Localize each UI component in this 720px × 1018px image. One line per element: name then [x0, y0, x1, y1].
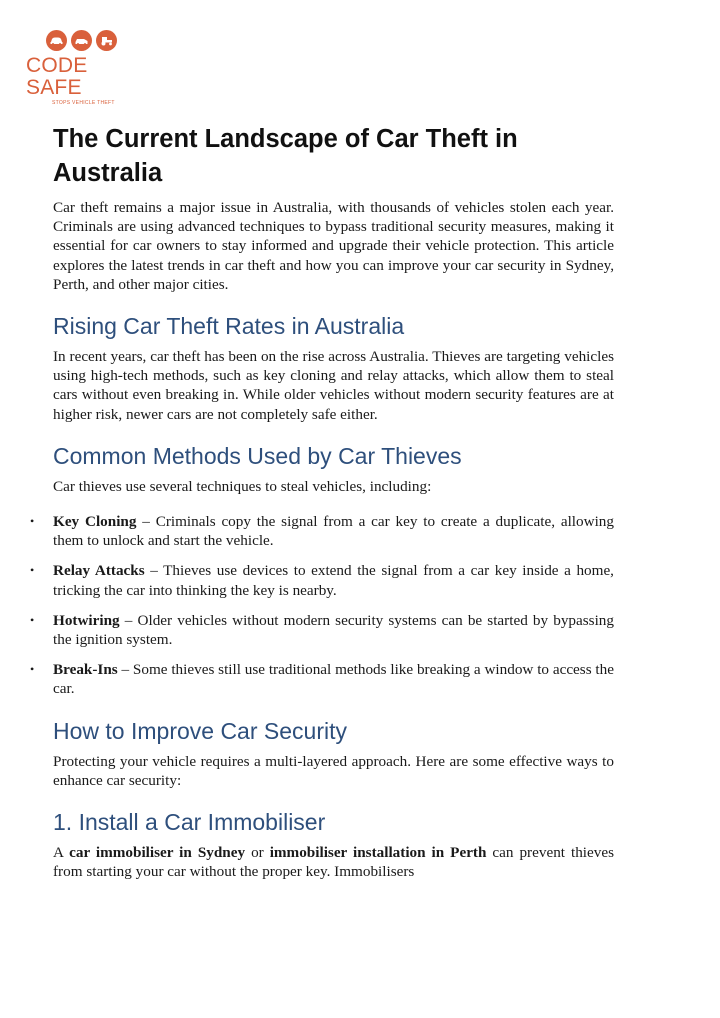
list-item	[30, 660, 614, 698]
section-heading: How to Improve Car Security	[53, 717, 347, 744]
section-heading: Rising Car Theft Rates in Australia	[53, 313, 405, 340]
section-heading: Common Methods Used by Car Thieves	[53, 442, 462, 469]
section-heading: 1. Install a Car Immobiliser	[53, 809, 326, 836]
text-part: or	[245, 844, 270, 862]
list-item	[30, 561, 614, 599]
text-part: can prevent thieves from starting your car without the proper key. Immobilisers	[53, 844, 614, 881]
theft-methods-list	[30, 512, 614, 699]
logo-tagline: STOPS VEHICLE THEFT	[52, 100, 115, 106]
text-part-bold: car immobiliser in Sydney	[69, 844, 246, 862]
text-part-bold: immobiliser installation in Perth	[269, 844, 487, 862]
list-item-desc: – Older vehicles without modern security systems can be started by bypassing the ignition system.	[53, 611, 614, 649]
bullet-icon: •	[30, 662, 35, 677]
list-item-desc: – Criminals copy the signal from a car key to create a duplicate, allowing them to unlock and start the vehicle.	[53, 513, 614, 550]
article	[30, 122, 614, 881]
list-item-term: Hotwiring	[53, 611, 120, 629]
list-item	[30, 512, 614, 550]
logo	[26, 30, 136, 106]
list-item	[30, 611, 614, 649]
list-item-desc: – Thieves use devices to extend the signal from a car key inside a home, tricking the car into thinking the key is nearby.	[53, 562, 614, 599]
list-item-desc: – Some thieves still use traditional methods like breaking a window to access the car.	[53, 661, 614, 698]
list-item-term: Relay Attacks	[53, 562, 145, 580]
logo-name: CODE SAFE	[26, 54, 88, 99]
car-icon	[46, 30, 67, 51]
text-part: A	[53, 844, 70, 862]
logo-icons	[46, 30, 136, 51]
intro-paragraph: Car theft remains a major issue in Australia, with thousands of vehicles stolen each year. Criminals are using advanced techniques to bypass traditional security measures, making it essential for car owners to stay informed and upgrade their vehicle protection. This article explores the latest trends in car theft and how you can improve your car security in Sydney, Perth, and other major cities.	[53, 199, 614, 293]
section-paragraph: Protecting your vehicle requires a multi-layered approach. Here are some effective ways to enhance car security:	[53, 752, 614, 789]
list-item-term: Key Cloning	[53, 513, 137, 531]
car-icon	[71, 30, 92, 51]
section-paragraph: Car thieves use several techniques to steal vehicles, including:	[53, 477, 432, 495]
section-paragraph: In recent years, car theft has been on the rise across Australia. Thieves are targeting vehicles using high-tech methods, such as key cloning and relay attacks, which allow them to steal cars without even breaking in. While older vehicles without modern security features are at higher risk, newer cars are not completely safe either.	[53, 348, 614, 423]
list-item-term: Break-Ins	[53, 661, 118, 679]
bullet-icon: •	[30, 514, 35, 529]
section-paragraph	[53, 843, 614, 881]
bullet-icon: •	[30, 563, 35, 578]
bullet-icon: •	[30, 612, 35, 627]
tractor-icon	[96, 30, 117, 51]
page-title: The Current Landscape of Car Theft in Australia	[53, 125, 518, 187]
